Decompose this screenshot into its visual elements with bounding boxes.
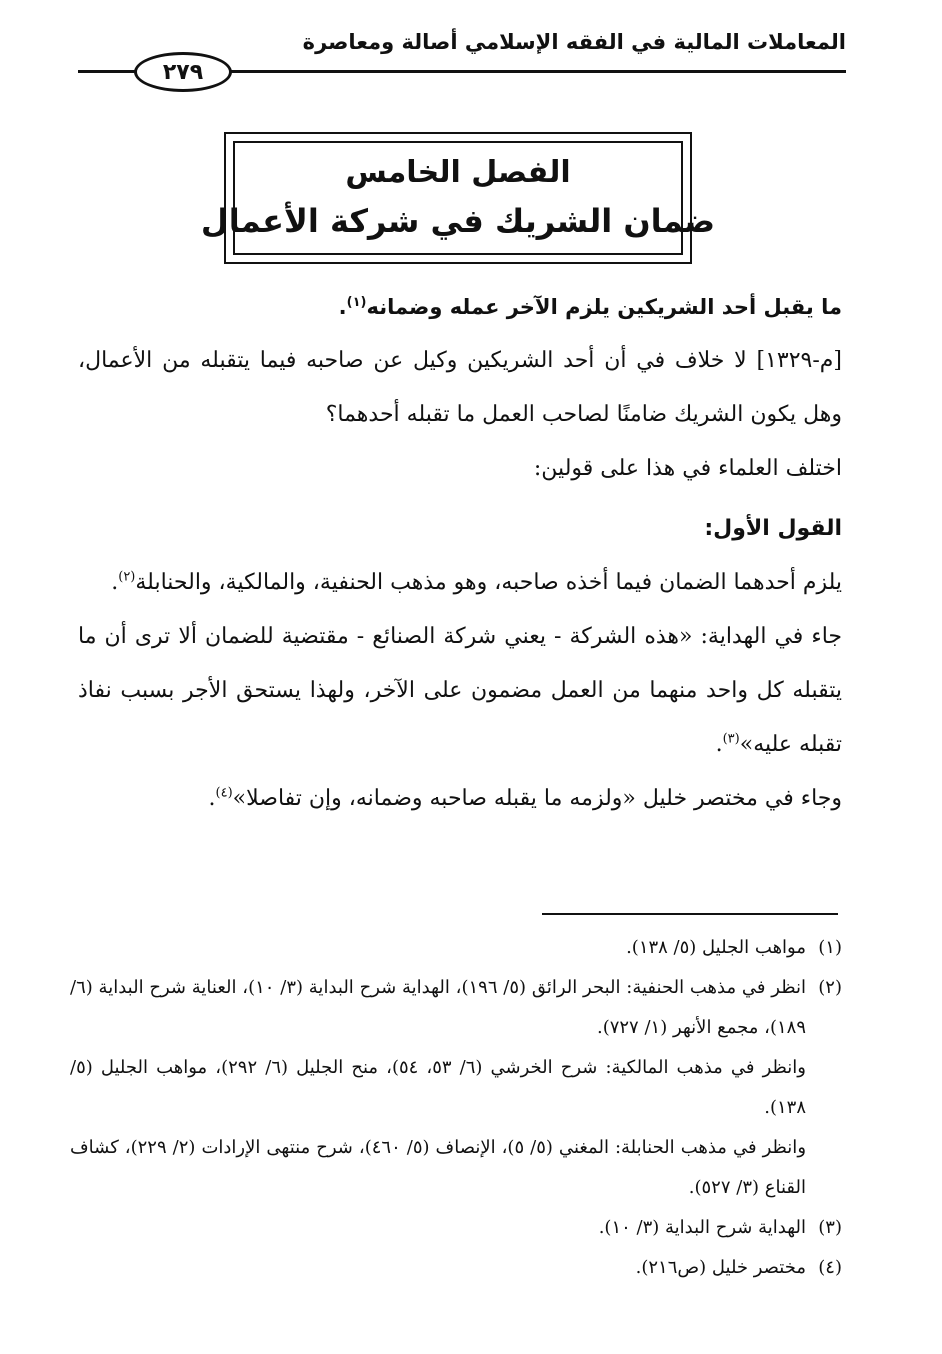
running-title: المعاملات المالية في الفقه الإسلامي أصالة ومعاصرة [302,30,846,54]
footnote-ref-2: (٢) [118,569,136,585]
footnote-4: (٤) مختصر خليل (ص٢١٦). [635,1257,842,1278]
footnote-ref-1: (١) [346,295,367,310]
footnotes [70,928,842,1288]
footnote-ref-4: (٤) [215,785,233,801]
paragraph-4: يلزم أحدهما الضمان فيما أخذه صاحبه، وهو مذهب الحنفية، والمالكية، والحنابلة$^{(٢)}$. [111,569,842,595]
paragraph-2: [م-١٣٢٩] لا خلاف في أن أحد الشريكين وكيل عن صاحبه فيما يتقبله من الأعمال، وهل يكون الشريك ضامنًا لصاحب العمل ما تقبله أحدهما؟ [78,348,842,427]
footnote-rule [542,913,838,915]
chapter-title-inner-frame [200,141,716,255]
chapter-title: ضمان الشريك في شركة الأعمال [200,202,716,240]
footnote-2: (٢) انظر في مذهب الحنفية: البحر الرائق (٥/ ١٩٦)، الهداية شرح البداية (٣/ ١٠)، العناية شرح البداية (٦/ ١٨٩)، مجمع الأنهر (١/ ٧٢٧). [70,977,842,1038]
paragraph-3: اختلف العلماء في هذا على قولين: [533,456,842,481]
paragraph-5: جاء في الهداية: «هذه الشركة - يعني شركة الصنائع - مقتضية للضمان ألا ترى أن ما يتقبله كل واحد منهما من العمل مضمون على الآخر، ولهذا يستحق الأجر بسبب نفاذ تقبله عليه»$^{(٣)}$. [78,624,842,757]
footnote-2-hanbali: وانظر في مذهب الحنابلة: المغني (٥/ ٥)، الإنصاف (٥/ ٤٦٠)، شرح منتهى الإرادات (٢/ ٢٢٩)، كشاف القناع (٣/ ٥٢٧). [70,1137,807,1198]
page-number: ٢٧٩ [134,52,232,92]
paragraph-1: ما يقبل أحد الشريكين يلزم الآخر عمله وضمانه$^{(١)}$. [338,295,842,319]
footnote-2-maliki: وانظر في مذهب المالكية: شرح الخرشي (٦/ ٥٣، ٥٤)، منح الجليل (٦/ ٢٩٢)، مواهب الجليل (٥/ ١٣٨). [70,1057,806,1118]
footnote-ref-3: (٣) [722,731,740,747]
paragraph-6: وجاء في مختصر خليل «ولزمه ما يقبله صاحبه وضمانه، وإن تفاصلا»$^{(٤)}$. [208,785,842,811]
footnote-1: (١) مواهب الجليل (٥/ ١٣٨). [626,937,842,958]
chapter-label: الفصل الخامس [345,155,571,190]
body-text [78,280,842,826]
chapter-title-box [200,132,716,264]
footnote-3: (٣) الهداية شرح البداية (٣/ ١٠). [598,1217,842,1238]
section-heading-first-opinion: القول الأول: [704,516,842,541]
